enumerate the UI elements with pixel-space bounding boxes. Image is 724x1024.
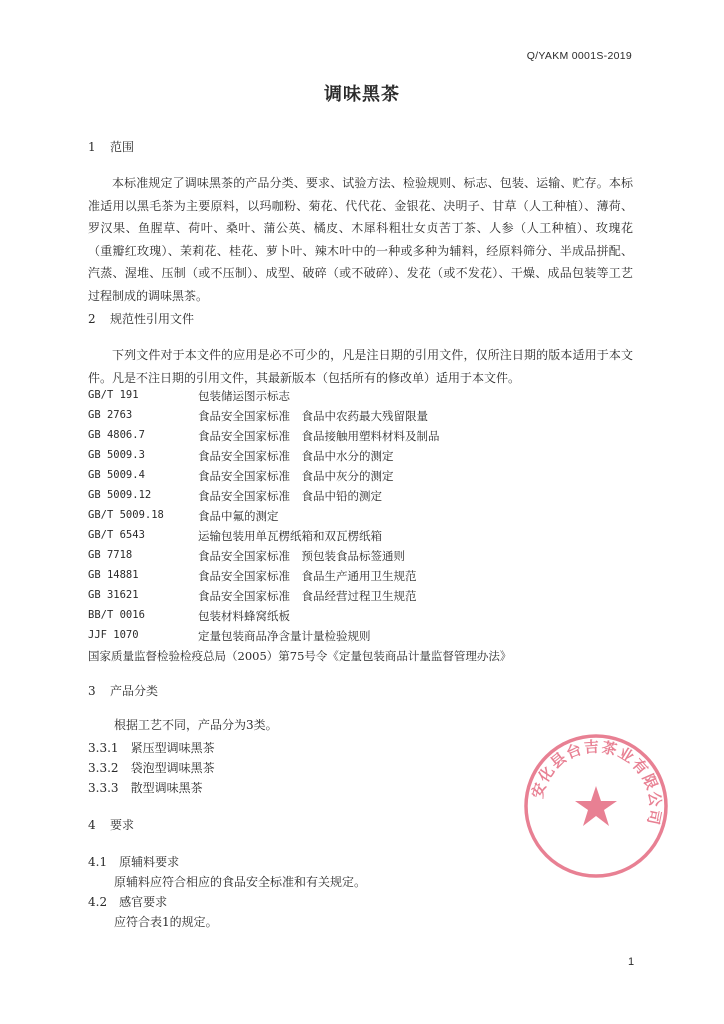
seal-text: 安化县台吉茶业有限公司 (528, 737, 665, 828)
reference-title: 食品安全国家标准 食品生产通用卫生规范 (198, 569, 417, 583)
subsection-4-1-heading (88, 853, 179, 870)
section-number: 1 (88, 140, 96, 154)
section-title: 规范性引用文件 (110, 312, 195, 326)
subsection-title: 感官要求 (119, 895, 168, 909)
reference-code: GB/T 191 (88, 389, 139, 401)
subsection-4-2-heading (88, 893, 167, 910)
section-2-paragraph: 下列文件对于本文件的应用是必不可少的，凡是注日期的引用文件，仅所注日期的版本适用于本文件。凡是不注日期的引用文件，其最新版本（包括所有的修改单）适用于本文件。 (88, 348, 633, 385)
reference-code: BB/T 0016 (88, 609, 145, 621)
section-number: 4 (88, 818, 96, 832)
section-number: 2 (88, 312, 96, 326)
reference-title: 食品安全国家标准 预包装食品标签通则 (198, 549, 405, 563)
subsection-title: 原辅料要求 (119, 855, 180, 869)
section-2-heading (88, 310, 194, 327)
category-item (88, 779, 203, 796)
reference-title: 食品安全国家标准 食品中农药最大残留限量 (198, 409, 428, 423)
category-number: 3.3.3 (88, 781, 119, 795)
subsection-4-2-text: 应符合表1的规定。 (114, 915, 218, 929)
category-number: 3.3.1 (88, 741, 119, 755)
reference-code: GB 5009.4 (88, 469, 145, 481)
reference-title: 包装材料蜂窝纸板 (198, 609, 290, 623)
section-3-heading (88, 682, 158, 699)
reference-code: GB 31621 (88, 589, 139, 601)
reference-code: GB 14881 (88, 569, 139, 581)
reference-code: JJF 1070 (88, 629, 139, 641)
company-seal (522, 732, 670, 880)
decree-reference: 国家质量监督检验检疫总局（2005）第75号令《定量包装商品计量监督管理办法》 (88, 649, 512, 663)
reference-title: 食品安全国家标准 食品经营过程卫生规范 (198, 589, 417, 603)
reference-code: GB 5009.3 (88, 449, 145, 461)
section-title: 范围 (110, 140, 135, 154)
document-title: 调味黑茶 (324, 84, 400, 105)
reference-title: 定量包装商品净含量计量检验规则 (198, 629, 371, 643)
section-title: 要求 (110, 818, 135, 832)
category-text: 紧压型调味黑茶 (130, 741, 215, 755)
reference-title: 包装储运图示标志 (198, 389, 290, 403)
reference-code: GB 2763 (88, 409, 133, 421)
reference-title: 食品安全国家标准 食品接触用塑料材料及制品 (198, 429, 440, 443)
seal-star-icon (575, 786, 617, 826)
category-text: 袋泡型调味黑茶 (130, 761, 215, 775)
reference-title: 食品安全国家标准 食品中铅的测定 (198, 489, 382, 503)
reference-title: 食品安全国家标准 食品中水分的测定 (198, 449, 394, 463)
reference-code: GB 7718 (88, 549, 133, 561)
category-item (88, 739, 215, 756)
reference-code: GB/T 6543 (88, 529, 145, 541)
reference-code: GB 4806.7 (88, 429, 145, 441)
category-text: 散型调味黑茶 (130, 781, 203, 795)
section-title: 产品分类 (110, 684, 159, 698)
reference-code: GB 5009.12 (88, 489, 152, 501)
page-number: 1 (628, 956, 635, 968)
subsection-4-1-text: 原辅料应符合相应的食品安全标准和有关规定。 (114, 875, 367, 889)
category-item (88, 759, 215, 776)
category-number: 3.3.2 (88, 761, 119, 775)
section-3-intro: 根据工艺不同，产品分为3类。 (114, 718, 278, 732)
reference-title: 食品中氟的测定 (198, 509, 279, 523)
standard-number: Q/YAKM 0001S-2019 (526, 50, 632, 62)
reference-title: 食品安全国家标准 食品中灰分的测定 (198, 469, 394, 483)
section-4-heading (88, 816, 134, 833)
reference-code: GB/T 5009.18 (88, 509, 164, 521)
section-1-paragraph: 本标准规定了调味黑茶的产品分类、要求、试验方法、检验规则、标志、包装、运输、贮存。本标准适用以黑毛茶为主要原料，以玛咖粉、菊花、代代花、金银花、决明子、甘草（人工种植）、薄荷、罗汉果、鱼腥草、荷叶、桑叶、蒲公英、橘皮、木犀科粗壮女贞苦丁茶、人参（人工种植）、玫瑰花（重瓣红玫瑰）、茉莉花、桂花、萝卜叶、辣木叶中的一种或多种为辅料，经原料筛分、半成品拼配、汽蒸、渥堆、压制（或不压制）、成型、破碎（或不破碎）、发花（或不发花）、干燥、成品包装等工艺过程制成的调味黑茶。 (88, 176, 633, 303)
section-1-heading (88, 138, 134, 155)
subsection-number: 4.1 (88, 855, 108, 869)
reference-title: 运输包装用单瓦楞纸箱和双瓦楞纸箱 (198, 529, 382, 543)
section-number: 3 (88, 684, 96, 698)
subsection-number: 4.2 (88, 895, 108, 909)
